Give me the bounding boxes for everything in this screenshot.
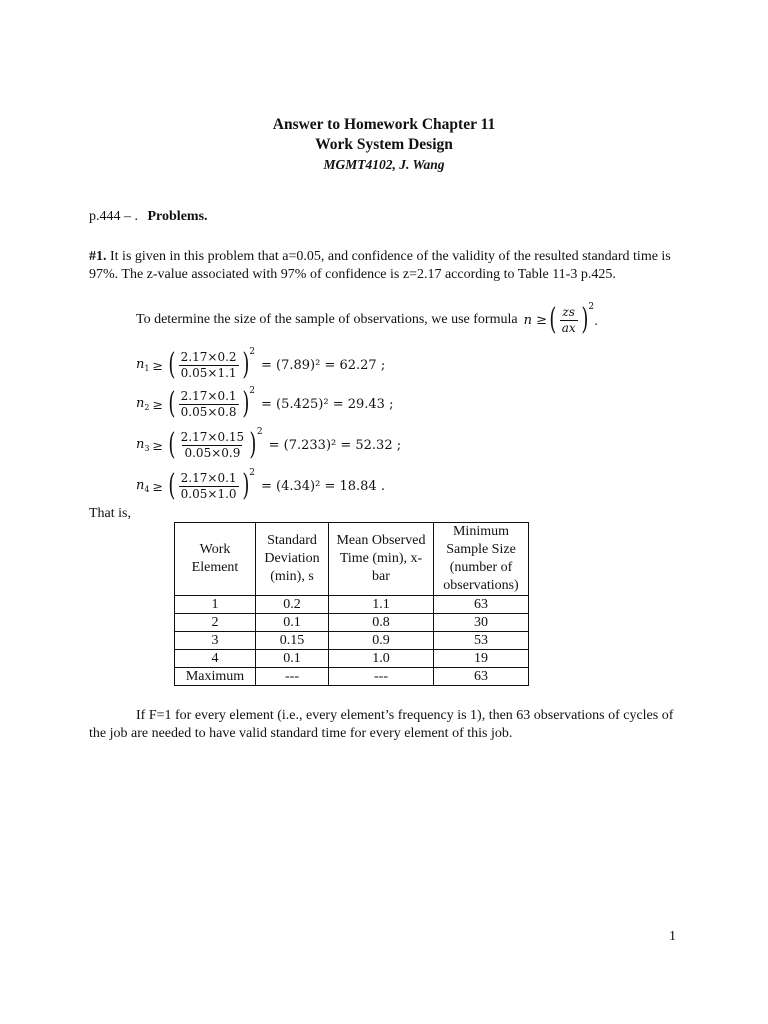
table-row <box>175 596 529 614</box>
problem-intro <box>89 248 679 284</box>
table-cell: 19 <box>434 650 529 668</box>
table-cell: 53 <box>434 632 529 650</box>
equation-subscript: 4 <box>144 485 150 494</box>
that-is-label: That is, <box>89 506 131 521</box>
table-cell: 0.2 <box>256 596 329 614</box>
formula-exponent: 2 <box>588 302 595 312</box>
formula-denominator: ax <box>561 320 576 335</box>
equation-denominator: 0.05×0.9 <box>184 445 241 460</box>
table-cell: 0.1 <box>256 614 329 632</box>
problem-number: #1. <box>89 249 107 264</box>
formula-intro: To determine the size of the sample of observations, we use formula <box>136 312 518 327</box>
equation-fraction <box>179 430 247 461</box>
table-cell: 1.1 <box>329 596 434 614</box>
formula-end: . <box>594 312 599 328</box>
problems-heading: Problems. <box>147 209 208 224</box>
equation-result: = (5.425)² = 29.43 ; <box>260 396 394 412</box>
table-cell: 0.8 <box>329 614 434 632</box>
equation-n4: $n_4$ ≥ ( $\frac{2.17\times 0.1}{0.05\times 1.0}$ ) 2 = (4.34)² = 18.84 . <box>136 468 385 503</box>
equation-fraction <box>179 350 239 381</box>
equation-variable: n <box>136 357 145 372</box>
equation-exponent: 2 <box>249 347 255 357</box>
formula-line <box>136 301 598 339</box>
equation-variable: n <box>136 437 145 452</box>
equation-variable: n <box>136 396 145 411</box>
equation-result: = (4.34)² = 18.84 . <box>260 478 385 494</box>
table-cell: 0.9 <box>329 632 434 650</box>
table-row <box>175 650 529 668</box>
equation-denominator: 0.05×1.1 <box>180 365 237 380</box>
column-header-sample-size: Minimum Sample Size (number of observations) <box>434 523 529 596</box>
table-cell: 63 <box>434 596 529 614</box>
table-row <box>175 614 529 632</box>
equation-n2: $n_2$ ≥ ( $\frac{2.17\times 0.1}{0.05\times 0.8}$ ) 2 = (5.425)² = 29.43 ; <box>136 386 394 421</box>
table-cell: 2 <box>175 614 256 632</box>
equation-numerator: 2.17×0.15 <box>180 429 245 444</box>
equation-fraction <box>179 471 239 502</box>
equation-result: = (7.89)² = 62.27 ; <box>260 357 386 373</box>
table-cell: 0.1 <box>256 650 329 668</box>
formula-numerator: zs <box>562 304 575 319</box>
section-heading <box>89 209 208 225</box>
equation-numerator: 2.17×0.1 <box>180 388 237 403</box>
column-header-work-element: Work Element <box>175 523 256 596</box>
table-cell: 1 <box>175 596 256 614</box>
table-row <box>175 632 529 650</box>
equation-exponent: 2 <box>256 427 263 437</box>
sample-size-formula: n ≥ ( $\frac{zs}{ax}$ ) 2 . <box>523 302 599 337</box>
page-number: 1 <box>669 929 676 944</box>
equation-variable: n <box>136 478 145 493</box>
equation-subscript: 3 <box>144 444 150 453</box>
equation-n1: $n_1$ ≥ ( $\frac{2.17\times 0.2}{0.05\times 1.1}$ ) 2 = (7.89)² = 62.27 ; <box>136 347 386 382</box>
equation-denominator: 0.05×1.0 <box>180 486 237 501</box>
equation-subscript: 2 <box>144 403 150 412</box>
column-header-mean-time: Mean Observed Time (min), x-bar <box>329 523 434 596</box>
equation-result: = (7.233)² = 52.32 ; <box>268 437 402 453</box>
table-cell: 3 <box>175 632 256 650</box>
formula-lhs: n ≥ <box>523 312 547 328</box>
table-cell: 30 <box>434 614 529 632</box>
table-cell: 4 <box>175 650 256 668</box>
sample-size-table <box>174 522 529 686</box>
table-cell: --- <box>256 668 329 686</box>
table-cell: 0.15 <box>256 632 329 650</box>
equation-fraction <box>179 389 239 420</box>
table-cell: 63 <box>434 668 529 686</box>
document-subtitle: Work System Design <box>315 136 453 153</box>
equation-subscript: 1 <box>144 364 150 373</box>
column-header-std-deviation: Standard Deviation (min), s <box>256 523 329 596</box>
table-cell: Maximum <box>175 668 256 686</box>
table-cell: 1.0 <box>329 650 434 668</box>
table-row-maximum <box>175 668 529 686</box>
conclusion-paragraph: If F=1 for every element (i.e., every element’s frequency is 1), then 63 observations of cycles of the job are needed to have valid standard time for every element of this job. <box>89 708 674 741</box>
table-header-row <box>175 523 529 596</box>
formula-fraction <box>560 305 578 336</box>
problem-intro-text: It is given in this problem that a=0.05, and confidence of the validity of the resulted standard time is 97%. The z-value associated with 97% of confidence is z=2.17 according to Table 11-3 p.425. <box>89 249 671 282</box>
equation-numerator: 2.17×0.2 <box>180 349 237 364</box>
document-title: Answer to Homework Chapter 11 <box>272 116 496 133</box>
course-info: MGMT4102, J. Wang <box>323 157 445 172</box>
equation-denominator: 0.05×0.8 <box>180 404 237 419</box>
equation-numerator: 2.17×0.1 <box>180 470 237 485</box>
equation-exponent: 2 <box>249 468 255 478</box>
equation-n3: $n_3$ ≥ ( $\frac{2.17\times 0.15}{0.05\times 0.9}$ ) 2 = (7.233)² = 52.32 ; <box>136 427 402 462</box>
page-reference: p.444 – . <box>89 209 138 224</box>
table-cell: --- <box>329 668 434 686</box>
equation-exponent: 2 <box>249 386 255 396</box>
